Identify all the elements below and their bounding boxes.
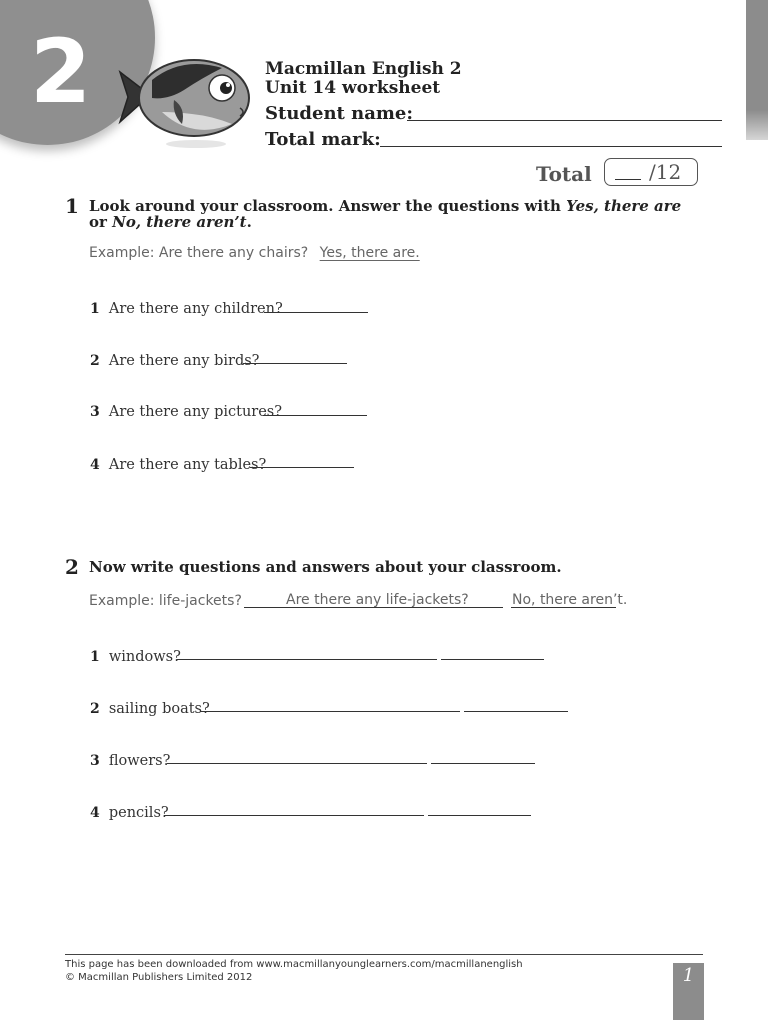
question-number: 1 <box>90 649 100 665</box>
question-row <box>90 646 181 665</box>
question-number: 3 <box>90 753 100 769</box>
instruction-end: . <box>246 213 252 231</box>
question-number: 1 <box>90 301 100 317</box>
question-number: 4 <box>90 457 100 473</box>
answer-field[interactable] <box>243 363 347 364</box>
student-name-field[interactable] <box>407 120 722 121</box>
question-field[interactable] <box>167 763 427 764</box>
instruction-no: No, there aren’t <box>112 213 247 231</box>
section-1-instruction <box>89 198 689 230</box>
student-name-label: Student name: <box>265 103 413 124</box>
question-number: 4 <box>90 805 100 821</box>
question-text: Are there any children? <box>108 301 283 317</box>
question-text: windows? <box>108 649 181 665</box>
section-1-example <box>89 245 423 261</box>
worksheet-subtitle: Unit 14 worksheet <box>265 78 441 98</box>
question-row <box>90 698 210 717</box>
question-text: Are there any birds? <box>108 353 260 369</box>
total-label: Total <box>536 162 592 186</box>
section-2-number: 2 <box>65 555 79 579</box>
example-question: Are there any life-jackets? <box>286 592 469 608</box>
badge-number: 2 <box>30 20 92 123</box>
question-number: 2 <box>90 701 100 717</box>
answer-field[interactable] <box>464 711 568 712</box>
question-row <box>90 802 169 821</box>
question-row <box>90 401 282 420</box>
instruction-yes: Yes, there are <box>566 197 682 215</box>
example-answer: No, there aren’t. <box>512 592 628 608</box>
question-text: pencils? <box>108 805 169 821</box>
worksheet-title: Macmillan English 2 <box>265 59 462 79</box>
page-number: 1 <box>682 965 695 986</box>
question-row <box>90 350 259 369</box>
example-answer: Yes, there are. <box>319 245 420 261</box>
answer-field[interactable] <box>263 415 367 416</box>
footer-divider <box>65 954 703 955</box>
total-mark-label: Total mark: <box>265 129 381 150</box>
question-row <box>90 298 283 317</box>
footer-copyright: © Macmillan Publishers Limited 2012 <box>65 972 253 983</box>
answer-field[interactable] <box>250 467 354 468</box>
total-score-box <box>604 158 698 186</box>
instruction-text: Look around your classroom. Answer the questions with <box>89 197 567 215</box>
total-mark-field[interactable] <box>380 146 722 147</box>
question-field[interactable] <box>177 659 437 660</box>
answer-field[interactable] <box>264 312 368 313</box>
side-tab-shadow <box>746 110 768 140</box>
question-number: 3 <box>90 404 100 420</box>
question-row <box>90 750 170 769</box>
section-2-instruction: Now write questions and answers about your classroom. <box>89 558 562 576</box>
answer-field[interactable] <box>441 659 544 660</box>
section-1-number: 1 <box>65 194 79 218</box>
answer-field[interactable] <box>428 815 531 816</box>
question-number: 2 <box>90 353 100 369</box>
question-text: flowers? <box>108 753 171 769</box>
example-prompt: Example: Are there any chairs? <box>89 245 309 261</box>
fish-icon <box>112 50 257 150</box>
section-2-example-prompt: Example: life-jackets? <box>89 593 242 609</box>
total-score-max: /12 <box>649 160 682 184</box>
question-field[interactable] <box>164 815 424 816</box>
question-text: Are there any tables? <box>108 457 267 473</box>
total-score-blank[interactable] <box>615 179 641 180</box>
instruction-or: or <box>89 213 113 231</box>
page-number-tab <box>673 963 704 1020</box>
footer-source: This page has been downloaded from www.macmillanyounglearners.com/macmillanenglish <box>65 959 523 970</box>
question-text: sailing boats? <box>108 701 210 717</box>
question-row <box>90 454 266 473</box>
question-text: Are there any pictures? <box>108 404 283 420</box>
question-field[interactable] <box>200 711 460 712</box>
answer-field[interactable] <box>431 763 535 764</box>
